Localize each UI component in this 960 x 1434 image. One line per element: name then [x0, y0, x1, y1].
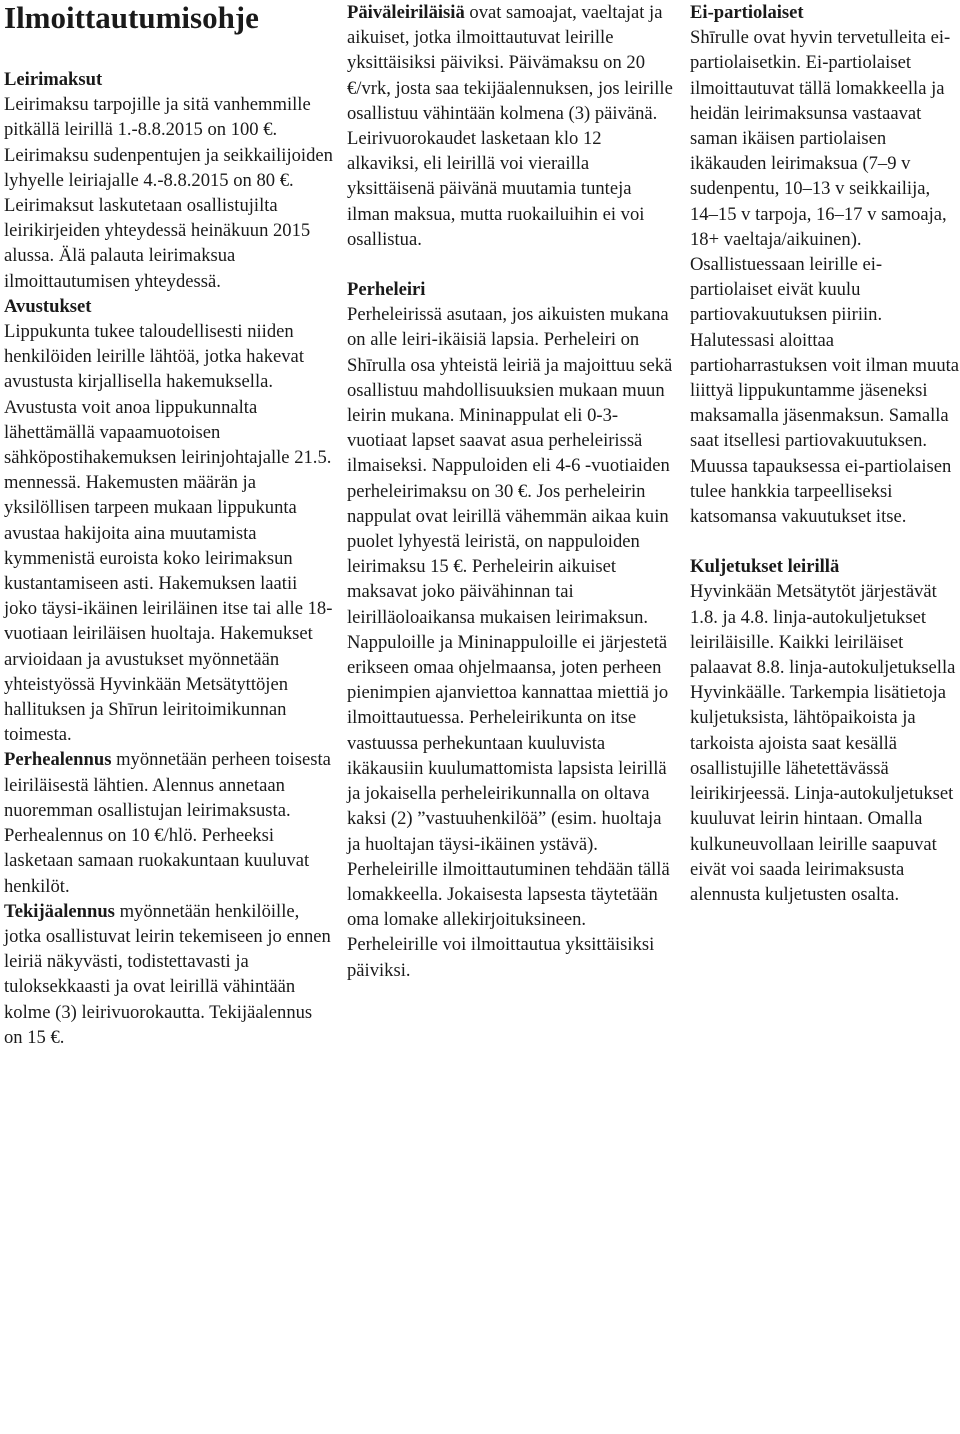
perheleiri-text: Perheleirissä asutaan, jos aikuisten mukana on alle leiri-ikäisiä lapsia. Perheleiri on Shīrulla osa yhteistä leiriä ja majoittuu sekä osallistuu mahdollisuuksien mukaan muun leirin mukana. Mininappulat eli 0-3-vuotiaat lapset saavat asua perheleirissä ilmaiseksi. Nappuloiden eli 4-6 -vuotiaiden perheleirimaksu on 30 €. Jos perheleirin nappulat ovat leirillä vähemmän aikaa kuin puolet lyhyestä leiristä, on nappuloiden leirimaksu 15 €. Perheleirin aikuiset maksavat joko päivähinnan tai leirilläoloaikansa mukaisen leirimaksun. Nappuloille ja Mininappuloille ei järjestetä erikseen omaa ohjelmaansa, joten perheen pienimpien ajanviettoa kannattaa miettiä jo ilmoittautuessa. Perheleirikunta on itse vastuussa perhekuntaan kuuluvista ikäkausiin kuulumattomista lapsista leirillä ja jokaisella perheleirikunnalla on oltava kaksi (2) ”vastuuhenkilöä” (esim. huoltaja ja huoltajan täysi-ikäinen ystävä). Perheleirille ilmoittautuminen tehdään tällä lomakkeella. Jokaisesta lapsesta täytetään oma lomake allekirjoituksineen. Perheleirille voi ilmoittautua yksittäisiksi päiviksi.	[347, 304, 673, 981]
page-title: Ilmoittautumisohje	[4, 0, 259, 35]
kuljetukset-text: Hyvinkään Metsätytöt järjestävät 1.8. ja 4.8. linja-autokuljetukset leiriläisille. Kaikki leiriläiset palaavat 8.8. linja-autokuljetuksella Hyvinkäälle. Tarkempia lisätietoja kuljetuksista, lähtöpaikoista ja tarkoista ajoista saat kesällä osallistujille lähetettävässä leirikirjeessä. Linja-autokuljetukset kuuluvat leirin hintaan. Omalla kulkuneuvollaan leirille saapuvat eivät voi saada leirimaksusta alennusta kuljetusten osalta.	[690, 581, 956, 905]
section-kuljetukset	[690, 554, 960, 907]
leirimaksut-text: Leirimaksu tarpojille ja sitä vanhemmille pitkällä leirillä 1.-8.8.2015 on 100 €. Leirimaksu sudenpentujen ja seikkailijoiden lyhyelle leiriajalle 4.-8.8.2015 on 80 €. Leirimaksut laskutetaan osallistujilta leirikirjeiden yhteydessä heinäkuun 2015 alussa. Älä palauta leirimaksua ilmoittautumisen yhteydessä.	[4, 94, 333, 292]
section-eipartiolaiset	[690, 0, 960, 529]
column-left	[4, 0, 334, 1050]
tekijaalennus-text: myönnetään henkilöille, jotka osallistuvat leirin tekemiseen jo ennen leiriä näkyvästi, todistettavasti ja tuloksekkaasti ja ovat leirillä vähintään kolme (3) leirivuorokautta. Tekijäalennus on 15 €.	[4, 900, 331, 1048]
perhealennus-term: Perhealennus	[4, 749, 112, 771]
section-spacer	[690, 529, 960, 554]
paivaleirilaisia-paragraph	[347, 0, 677, 252]
paivaleirilaisia-text: ovat samoajat, vaeltajat ja aikuiset, jotka ilmoittautuvat leirille yksittäisiksi päiviksi. Päivämaksu on 20 €/vrk, josta saa tekijäalennuksen, jos leirille osallistuu vähintään kolmena (3) päivänä. Leirivuorokaudet lasketaan klo 12 alkaviksi, eli leirillä voi vierailla yksittäisenä päivänä muutamia tunteja ilman maksua, mutta ruokailuihin ei voi osallistua.	[347, 2, 673, 250]
paivaleirilaisia-term: Päiväleiriläisiä	[347, 2, 465, 23]
avustukset-heading: Avustukset	[4, 295, 92, 317]
section-perheleiri	[347, 277, 677, 983]
section-spacer	[347, 252, 677, 277]
section-avustukset	[4, 294, 334, 748]
column-middle	[347, 0, 677, 983]
perhealennus-paragraph	[4, 747, 334, 898]
perheleiri-heading: Perheleiri	[347, 279, 426, 301]
perhealennus-text: myönnetään perheen toisesta leiriläisestä lähtien. Alennus annetaan nuoremman osallistujan leirimaksusta. Perhealennus on 10 €/hlö. Perheeksi lasketaan samaan ruokakuntaan kuuluvat henkilöt.	[4, 749, 331, 897]
section-leirimaksut	[4, 67, 334, 294]
kuljetukset-heading: Kuljetukset leirillä	[690, 556, 840, 578]
avustukset-text: Lippukunta tukee taloudellisesti niiden henkilöiden leirille lähtöä, jotka hakevat avustusta kirjallisella hakemuksella. Avustusta voit anoa lippukunnalta lähettämällä vapaamuotoisen sähköpostihakemuksen leirinjohtajalle 21.5. mennessä. Hakemusten määrän ja yksilöllisen tarpeen mukaan lippukunta avustaa hakijoita aina muutamista kymmenistä euroista koko leirimaksun kustantamiseen asti. Hakemuksen laatii joko täysi-ikäinen leiriläinen itse tai alle 18-vuotiaan leiriläisen huoltaja. Hakemukset arvioidaan ja avustukset myönnetään yhteistyössä Hyvinkään Metsätyttöjen hallituksen ja Shīrun leiritoimikunnan toimesta.	[4, 321, 333, 746]
eipartiolaiset-text: Shīrulle ovat hyvin tervetulleita ei-partiolaisetkin. Ei-partiolaiset ilmoittautuvat tällä lomakkeella ja heidän leirimaksunsa vastaavat saman ikäisen partiolaisen ikäkauden leirimaksua (7–9 v sudenpentu, 10–13 v seikkailija, 14–15 v tarpoja, 16–17 v samoaja, 18+ vaeltaja/aikuinen). Osallistuessaan leirille ei-partiolaiset eivät kuulu partiovakuutuksen piiriin. Halutessasi aloittaa partioharrastuksen voit ilman muuta liittyä lippukuntamme jäseneksi maksamalla jäsenmaksun. Samalla saat itsellesi partiovakuutuksen. Muussa tapauksessa ei-partiolaisen tulee hankkia tarpeelliseksi katsomansa vakuutukset itse.	[690, 27, 960, 528]
tekijaalennus-term: Tekijäalennus	[4, 900, 115, 922]
eipartiolaiset-heading: Ei-partiolaiset	[690, 2, 804, 23]
column-right	[690, 0, 960, 907]
tekijaalennus-paragraph	[4, 899, 334, 1050]
leirimaksut-heading: Leirimaksut	[4, 69, 103, 90]
